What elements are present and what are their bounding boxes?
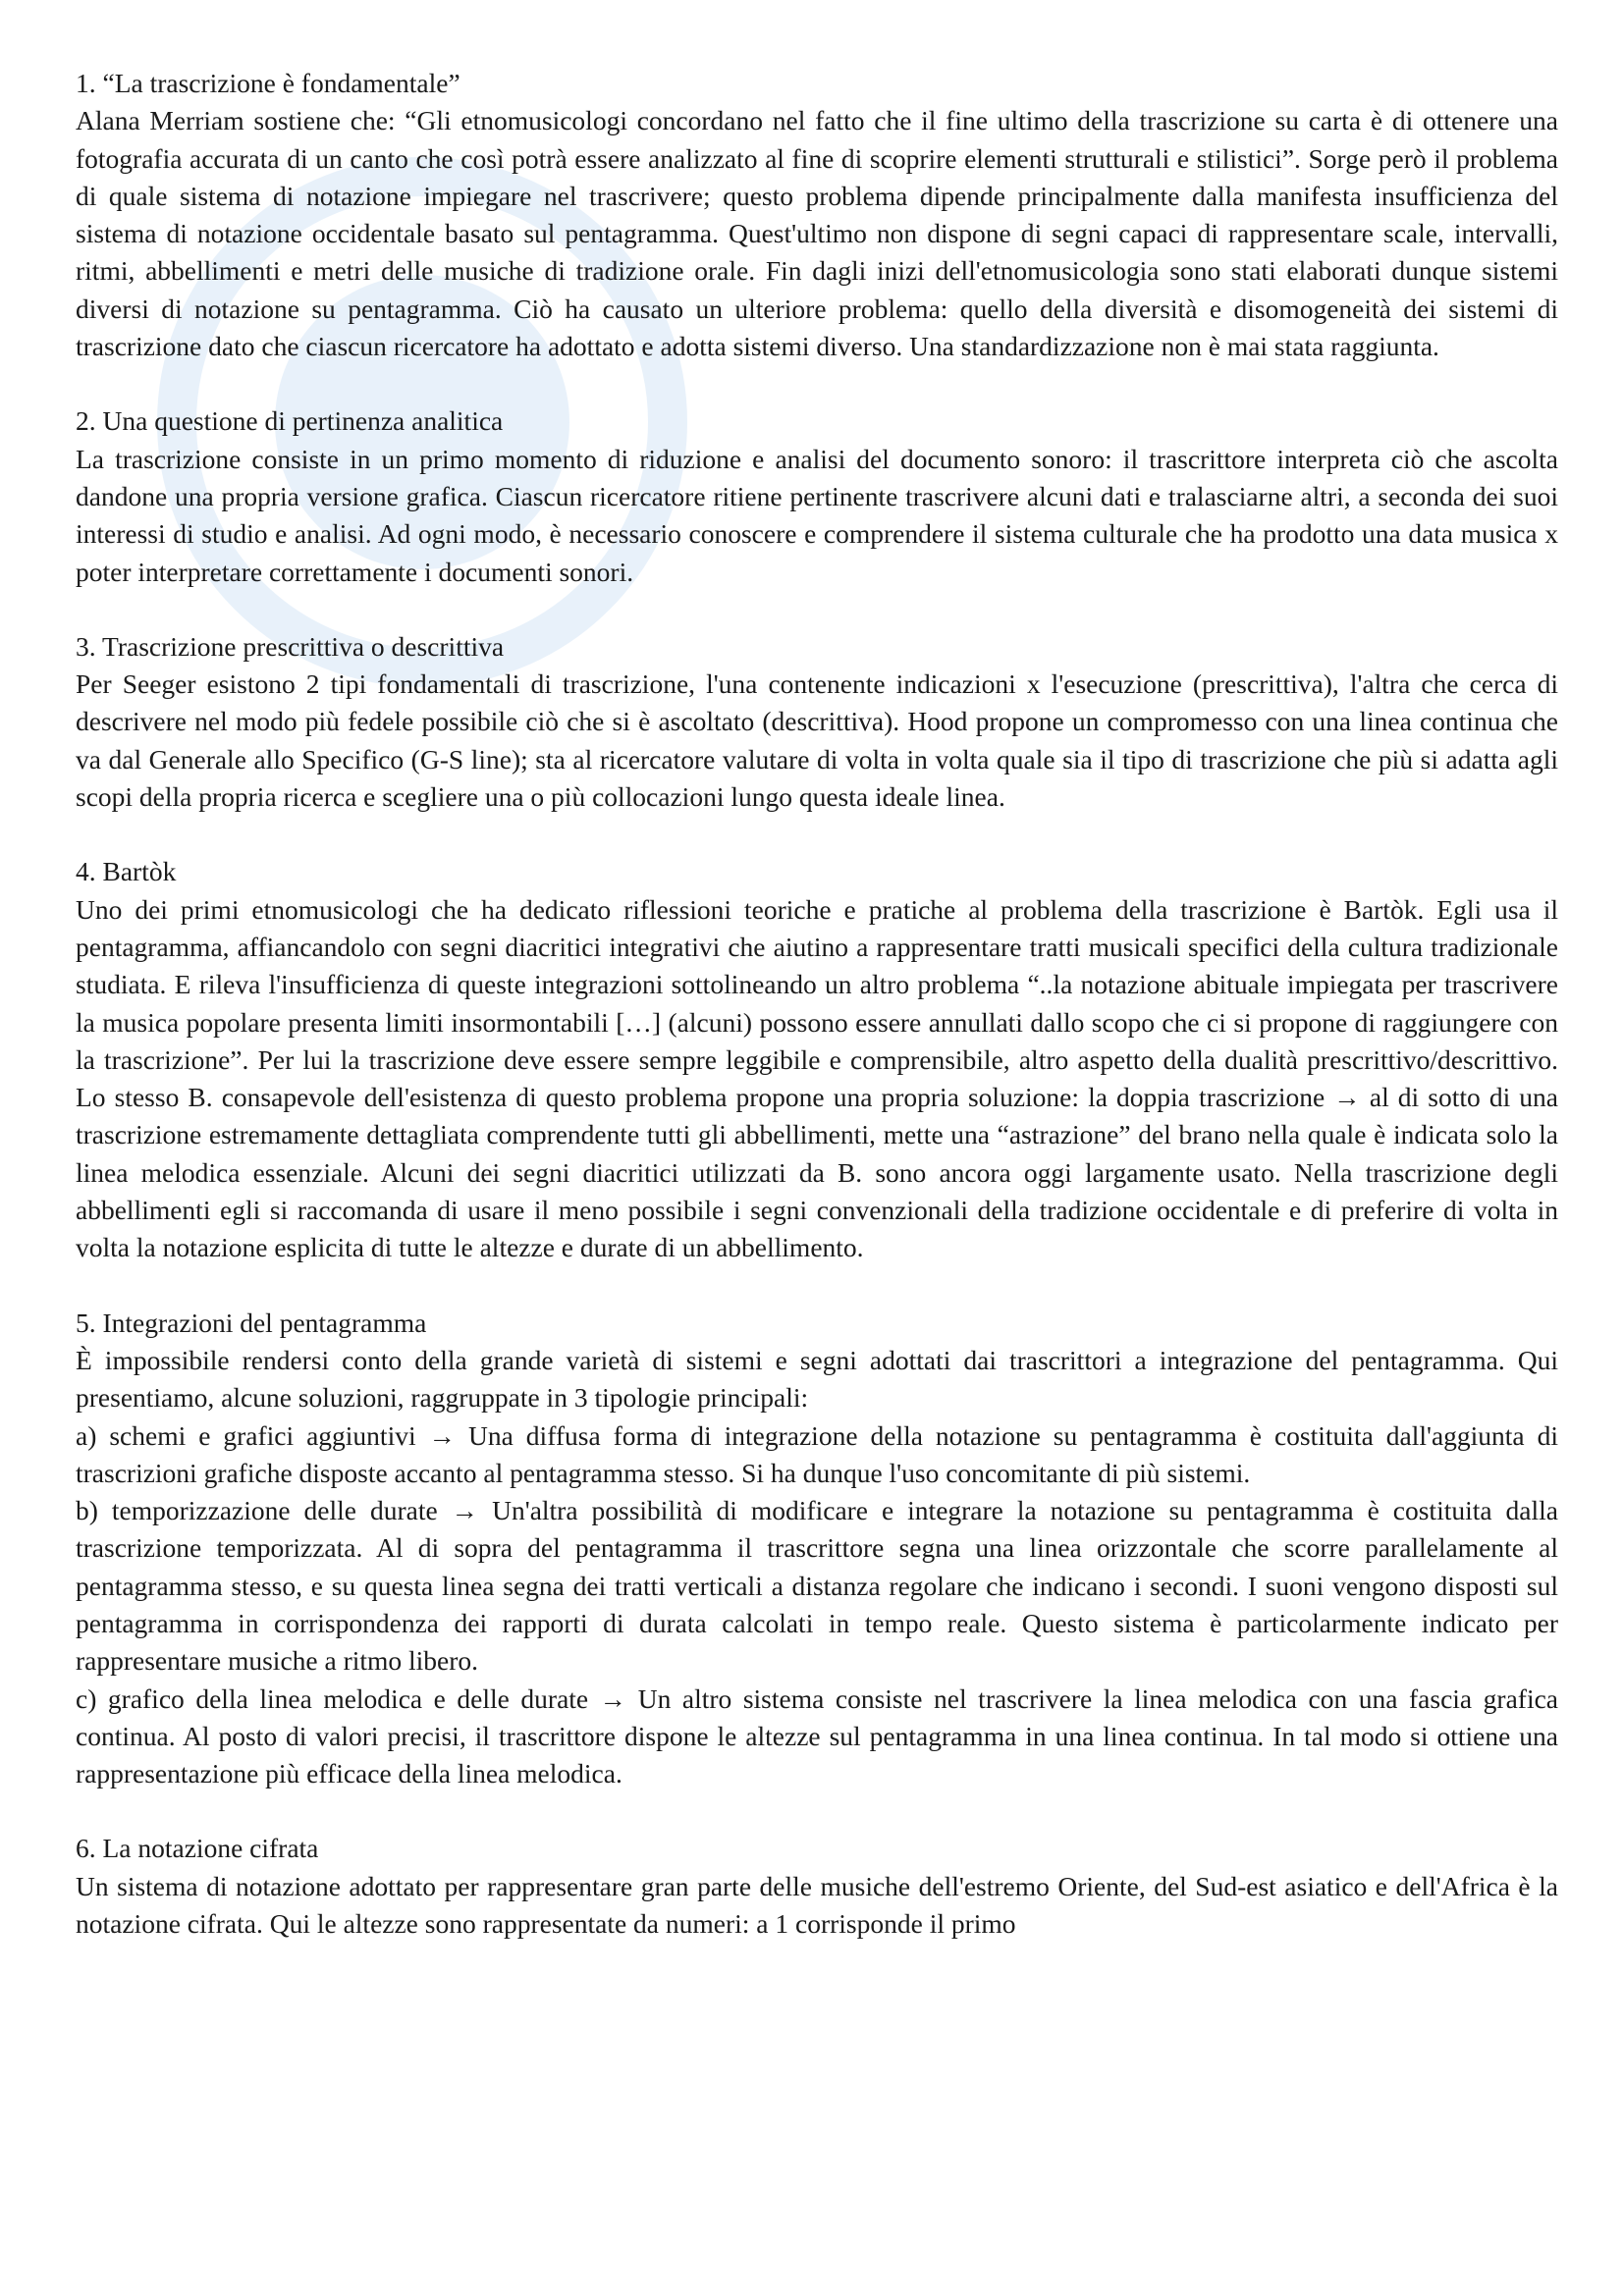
section-heading: 1. “La trascrizione è fondamentale” bbox=[76, 68, 460, 98]
section-heading: 6. La notazione cifrata bbox=[76, 1833, 319, 1864]
section-5 bbox=[76, 1305, 1558, 1793]
document-page bbox=[76, 65, 1558, 2273]
section-3 bbox=[76, 628, 1558, 816]
section-paragraph: È impossibile rendersi conto della grande varietà di sistemi e segni adottati dai trascrittori a integrazione del pentagramma. Qui presentiamo, alcune soluzioni, raggruppate in 3 tipologie principali: bbox=[76, 1344, 1558, 1414]
section-heading: 5. Integrazioni del pentagramma bbox=[76, 1307, 427, 1338]
section-paragraph: Un sistema di notazione adottato per rappresentare gran parte delle musiche dell'estremo Oriente, del Sud-est asiatico e dell'Africa è la notazione cifrata. Qui le altezze sono rappresentate da numeri: a 1 corrisponde il primo bbox=[76, 1870, 1558, 1940]
section-paragraph: Alana Merriam sostiene che: “Gli etnomusicologi concordano nel fatto che il fine ultimo della trascrizione su carta è di ottenere una fotografia accurata di un canto che così potrà essere analizzato al fine di scoprire elementi strutturali e stilistici”. Sorge però il problema di quale sistema di notazione impiegare nel trascrivere; questo problema dipende principalmente dalla manifesta insufficienza del sistema di notazione occidentale basato sul pentagramma. Quest'ultimo non dispone di segni capaci di rappresentare scale, intervalli, ritmi, abbellimenti e metri delle musiche di tradizione orale. Fin dagli inizi dell'etnomusicologia sono stati elaborati dunque sistemi diversi di notazione su pentagramma. Ciò ha causato un ulteriore problema: quello della diversità e disomogeneità dei sistemi di trascrizione dato che ciascun ricercatore ha adottato e adotta sistemi diverso. Una standardizzazione non è mai stata raggiunta. bbox=[76, 105, 1558, 362]
section-paragraph: Per Seeger esistono 2 tipi fondamentali di trascrizione, l'una contenente indicazioni x l'esecuzione (prescrittiva), l'altra che cerca di descrivere nel modo più fedele possibile ciò che si è ascoltato (descrittiva). Hood propone un compromesso con una linea continua che va dal Generale allo Specifico (G-S line); sta al ricercatore valutare di volta in volta quale sia il tipo di trascrizione che più si adatta agli scopi della propria ricerca e scegliere una o più collocazioni lungo questa ideale linea. bbox=[76, 668, 1558, 813]
section-heading: 3. Trascrizione prescrittiva o descrittiva bbox=[76, 630, 505, 662]
list-item-b: b) temporizzazione delle durate → Un'altra possibilità di modificare e integrare la notazione su pentagramma è costituita dalla trascrizione temporizzata. Al di sopra del pentagramma il trascrittore segna una linea orizzontale che scorre parallelamente al pentagramma stesso, e su questa linea segna dei tratti verticali a distanza regolare che indicano i secondi. I suoni vengono disposti sul pentagramma in corrispondenza dei rapporti di durata calcolati in tempo reale. Questo sistema è particolarmente indicato per rappresentare musiche a ritmo libero. bbox=[76, 1495, 1558, 1677]
list-item-c: c) grafico della linea melodica e delle durate → Un altro sistema consiste nel trascrivere la linea melodica con una fascia grafica continua. Al posto di valori precisi, il trascrittore dispone le altezze sul pentagramma in una linea continua. In tal modo si ottiene una rappresentazione più efficace della linea melodica. bbox=[76, 1682, 1558, 1789]
list-item-a: a) schemi e grafici aggiuntivi → Una diffusa forma di integrazione della notazione su pentagramma è costituita dall'aggiunta di trascrizioni grafiche disposte accanto al pentagramma stesso. Si ha dunque l'uso concomitante di più sistemi. bbox=[76, 1419, 1558, 1488]
section-6 bbox=[76, 1830, 1558, 1943]
section-heading: 4. Bartòk bbox=[76, 856, 177, 887]
section-paragraph: Uno dei primi etnomusicologi che ha dedicato riflessioni teoriche e pratiche al problema della trascrizione è Bartòk. Egli usa il pentagramma, affiancandolo con segni diacritici integrativi che aiutino a rappresentare tratti musicali specifici della cultura tradizionale studiata. E rileva l'insufficienza di queste integrazioni sottolineando un altro problema “..la notazione abituale impiegata per trascrivere la musica popolare presenta limiti insormontabili […] (alcuni) possono essere annullati dallo scopo che ci si propone di raggiungere con la trascrizione”. Per lui la trascrizione deve essere sempre leggibile e comprensibile, altro aspetto della dualità prescrittivo/descrittivo. Lo stesso B. consapevole dell'esistenza di questo problema propone una propria soluzione: la doppia trascrizione → al di sotto di una trascrizione estremamente dettagliata comprendente tutti gli abbellimenti, mette una “astrazione” del brano nella quale è indicata solo la linea melodica essenziale. Alcuni dei segni diacritici utilizzati da B. sono ancora oggi largamente usato. Nella trascrizione degli abbellimenti egli si raccomanda di usare il meno possibile i segni convenzionali della tradizione occidentale e di preferire di volta in volta la notazione esplicita di tutte le altezze e durate di un abbellimento. bbox=[76, 893, 1558, 1263]
section-2 bbox=[76, 402, 1558, 590]
section-1 bbox=[76, 65, 1558, 365]
section-heading: 2. Una questione di pertinenza analitica bbox=[76, 405, 504, 437]
section-4 bbox=[76, 853, 1558, 1266]
section-paragraph: La trascrizione consiste in un primo momento di riduzione e analisi del documento sonoro: il trascrittore interpreta ciò che ascolta dandone una propria versione grafica. Ciascun ricercatore ritiene pertinente trascrivere alcuni dati e tralasciarne altri, a seconda dei suoi interessi di studio e analisi. Ad ogni modo, è necessario conoscere e comprendere il sistema culturale che ha prodotto una data musica x poter interpretare correttamente i documenti sonori. bbox=[76, 443, 1558, 587]
